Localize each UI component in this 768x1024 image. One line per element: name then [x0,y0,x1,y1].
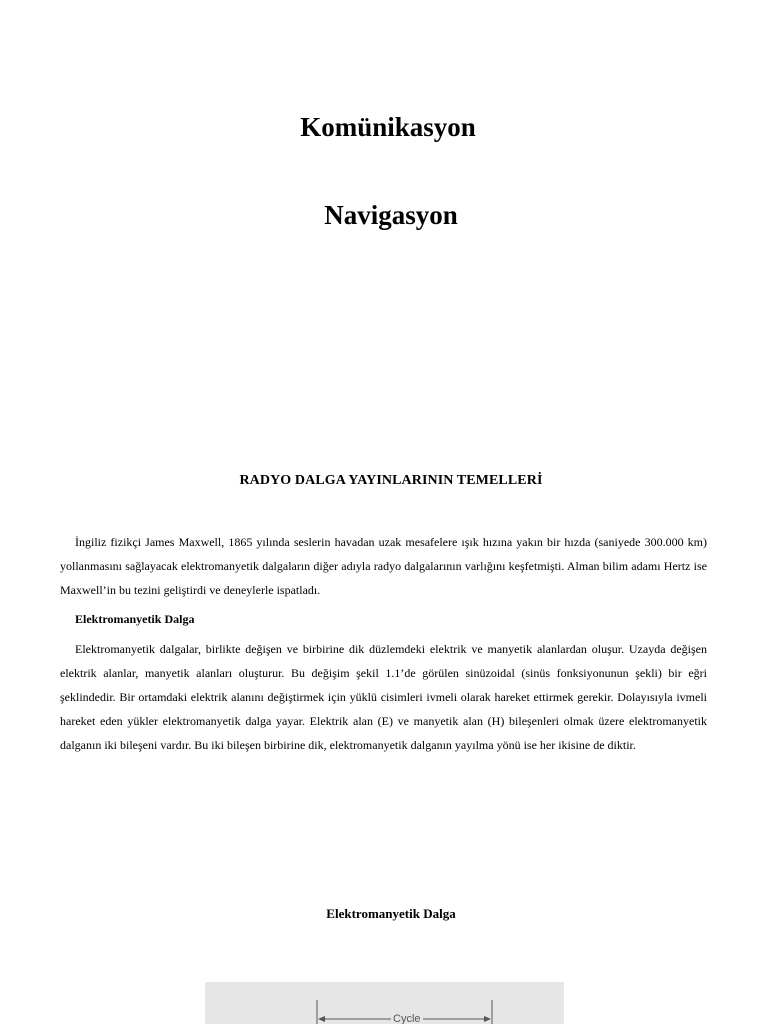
cycle-label: Cycle [393,1013,421,1024]
arrow-right-icon [484,1016,491,1022]
intro-paragraph: İngiliz fizikçi James Maxwell, 1865 yılında seslerin havadan uzak mesafelere ışık hızına yakın bir hızda (saniyede 300.000 km) yollanmasını sağlayacak elektromanyetik dalgaların diğer adıyla radyo dalgalarının varlığını keşfetmişti. Alman bilim adamı Hertz ise Maxwell’in bu tezini geliştirdi ve deneylerle ispatladı. [60,535,707,597]
document-title-navigasyon: Navigasyon [324,200,458,230]
arrow-left-icon [318,1016,325,1022]
section-heading: RADYO DALGA YAYINLARININ TEMELLERİ [239,473,543,488]
subheading-elektromanyetik-dalga: Elektromanyetik Dalga [75,612,195,626]
cycle-diagram [205,982,564,1024]
document-title-komunikasyon: Komünikasyon [300,112,476,142]
wave-figure [205,982,564,1024]
electromagnetic-wave-paragraph: Elektromanyetik dalgalar, birlikte değişen ve birbirine dik düzlemdeki elektrik ve manyetik alanlardan oluşur. Uzayda değişen elektrik alanlar, manyetik alanları oluşturur. Bu değişim şekil 1.1’de görülen sinüzoidal (sinüs fonksiyonunun şekli) bir eğri şeklindedir. Bir ortamdaki elektrik alanını değiştirmek için yüklü cisimleri ivmeli olarak hareket ettirmek gerekir. Dolayısıyla ivmeli hareket eden yükler elektromanyetik dalga yayar. Elektrik alan (E) ve manyetik alan (H) bileşenleri olmak üzere elektromanyetik dalganın iki bileşeni vardır. Bu iki bileşen birbirine dik, elektromanyetik dalganın yayılma yönü ise her ikisine de diktir. [60,642,707,752]
figure-caption: Elektromanyetik Dalga [326,906,456,921]
